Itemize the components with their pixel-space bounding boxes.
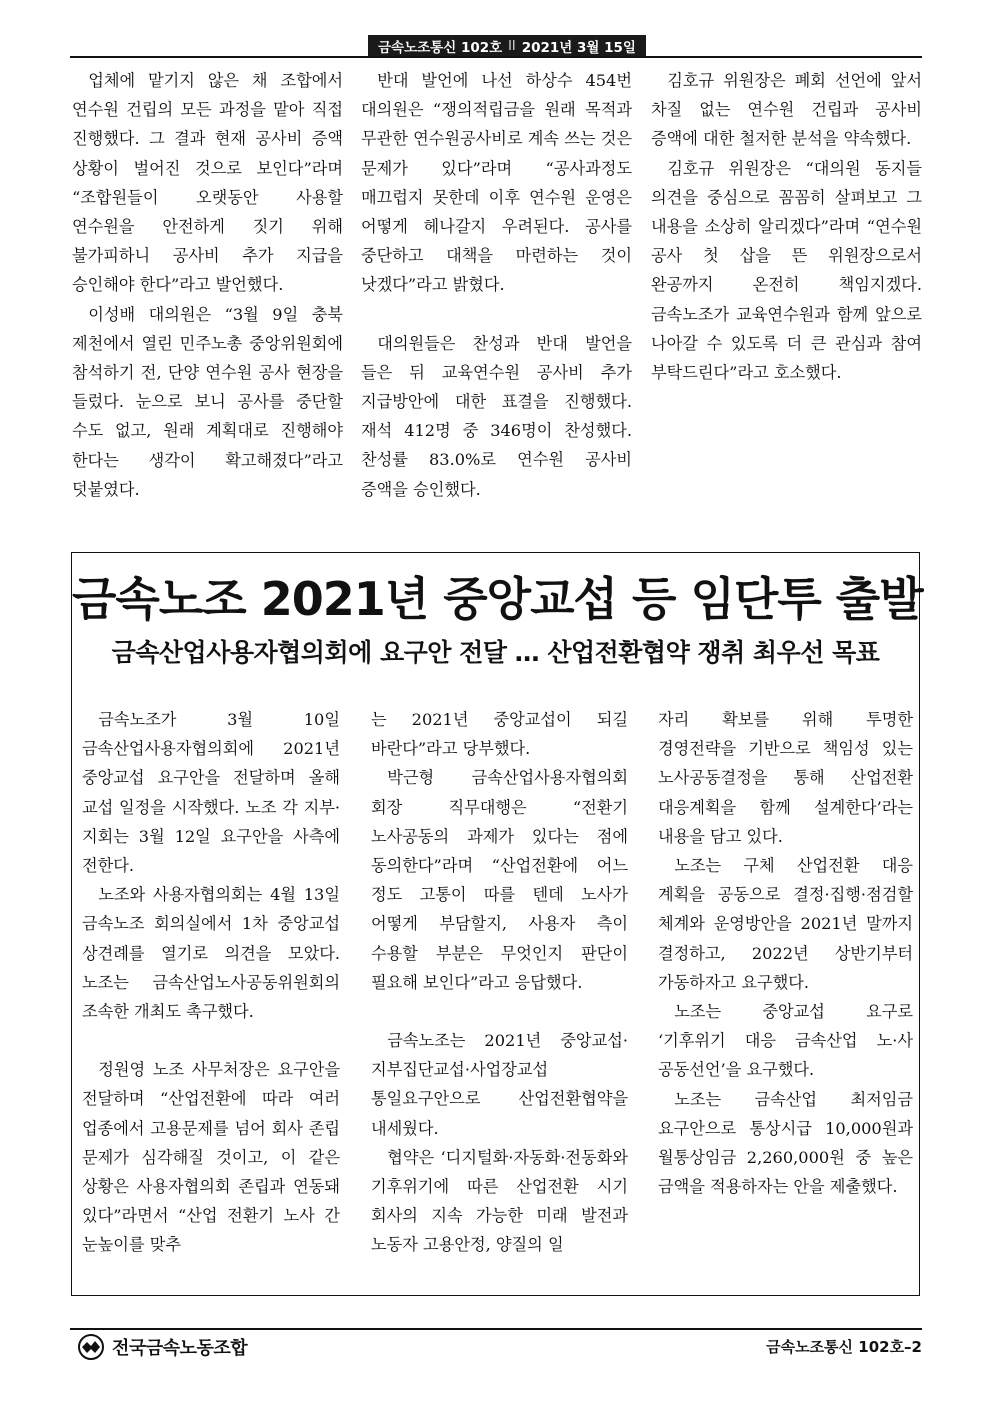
article-headline: 금속노조 2021년 중앙교섭 등 임단투 출발	[72, 572, 923, 626]
paragraph: 자리 확보를 위해 투명한 경영전략을 기반으로 책임성 있는 노사공동결정을 통해 산업전환 대응계획을 함께 설계한다’라는 내용을 담고 있다.	[658, 710, 913, 846]
article-subheadline: 금속산업사용자협의회에 요구안 전달 … 산업전환협약 쟁취 최우선 목표	[111, 638, 880, 667]
publication-name: 금속노조통신 102호	[378, 40, 503, 56]
header-rule	[70, 56, 922, 58]
masthead-tab	[368, 35, 646, 57]
paragraph: 반대 발언에 나선 하상수 454번 대의원은 “쟁의적립금을 원래 목적과 무관한 연수원공사비로 계속 쓰는 것은 문제가 있다”라며 “공사과정도 매끄럽지 못한데 이후 연수원 운영은 어떻게 헤나갈지 우려된다. 공사를 중단하고 대책을 마련하는 것이 낫겠다”라고 밝혔다.	[361, 71, 632, 295]
feature-column-1	[82, 705, 340, 1260]
paragraph: 대의원들은 찬성과 반대 발언을 들은 뒤 교육연수원 공사비 추가 지급방안에 대한 표결을 진행했다. 재석 412명 중 346명이 찬성했다. 찬성률 83.0%로 연수원 공사비 증액을 승인했다.	[361, 333, 632, 499]
top-article-column-1	[72, 66, 343, 504]
page-number: 금속노조통신 102호–2	[766, 1338, 922, 1356]
paragraph: 금속노조는 2021년 중앙교섭·지부집단교섭·사업장교섭 통일요구안으로 산업전환협약을 내세웠다.	[371, 1031, 628, 1138]
paragraph: 금속노조가 3월 10일 금속산업사용자협의회에 2021년 중앙교섭 요구안을 전달하며 올해 교섭 일정을 시작했다. 노조 각 지부·지회는 3월 12일 요구안을 사측에 전한다.	[82, 710, 340, 876]
paragraph: 정원영 노조 사무처장은 요구안을 전달하며 “산업전환에 따라 여러 업종에서 고용문제를 넘어 회사 존립 문제가 심각해질 것이고, 이 같은 상황은 사용자협의회 존립과 연동돼 있다”라면서 “산업 전환기 노사 간 눈높이를 맞추	[82, 1060, 340, 1255]
paragraph: 노조와 사용자협의회는 4월 13일 금속노조 회의실에서 1차 중앙교섭 상견례를 열기로 의견을 모았다. 노조는 금속산업노사공동위원회의 조속한 개최도 촉구했다.	[82, 885, 340, 1022]
masthead-separator: ll	[508, 38, 516, 54]
union-emblem-icon	[76, 1333, 106, 1361]
feature-column-3	[658, 705, 913, 1201]
top-article-column-2	[361, 66, 632, 504]
union-name: 전국금속노동조합	[112, 1338, 248, 1359]
paragraph: 협약은 ‘디지털화·자동화·전동화와 기후위기에 따른 산업전환 시기 회사의 지속 가능한 미래 발전과 노동자 고용안정, 양질의 일	[371, 1147, 628, 1255]
paragraph: 박근형 금속산업사용자협의회 회장 직무대행은 “전환기 노사공동의 과제가 있다는 점에 동의한다”라며 “산업전환에 어느 정도 고통이 따를 텐데 노사가 어떻게 부담할지, 사용자 측이 수용할 부분은 무엇인지 판단이 필요해 보인다”라고 응답했다.	[371, 768, 628, 992]
paragraph: 업체에 맡기지 않은 채 조합에서 연수원 건립의 모든 과정을 맡아 직접 진행했다. 그 결과 현재 공사비 증액 상황이 벌어진 것으로 보인다”라며 “조합원들이 오랫동안 사용할 연수원을 안전하게 짓기 위해 불가피하니 공사비 추가 지급을 승인해야 한다”라고 발언했다.	[72, 71, 343, 295]
union-logo	[76, 1333, 247, 1361]
paragraph: 는 2021년 중앙교섭이 되길 바란다”라고 당부했다.	[371, 710, 628, 759]
top-article-column-3	[651, 66, 922, 387]
paragraph: 김호규 위원장은 “대의원 동지들 의견을 중심으로 꼼꼼히 살펴보고 그 내용을 소상히 알리겠다”라며 “연수원 공사 첫 삽을 뜬 위원장으로서 완공까지 온전히 책임지겠다. 금속노조가 교육연수원과 함께 앞으로 나아갈 수 있도록 더 큰 관심과 참여 부탁드린다”라고 호소했다.	[651, 158, 922, 383]
paragraph: 이성배 대의원은 “3월 9일 충북 제천에서 열린 민주노총 중앙위원회에 참석하기 전, 단양 연수원 공사 현장을 들렀다. 눈으로 보니 공사를 중단할 수도 없고, 원래 계획대로 진행해야 한다는 생각이 확고해졌다”라고 덧붙였다.	[72, 304, 343, 499]
paragraph: 노조는 구체 산업전환 대응 계획을 공동으로 결정·집행·점검할 체계와 운영방안을 2021년 말까지 결정하고, 2022년 상반기부터 가동하자고 요구했다.	[658, 856, 913, 992]
paragraph: 김호규 위원장은 폐회 선언에 앞서 차질 없는 연수원 건립과 공사비 증액에 대한 철저한 분석을 약속했다.	[651, 71, 922, 149]
feature-article-box	[71, 552, 923, 1296]
footer-rule	[70, 1328, 922, 1330]
paragraph: 노조는 금속산업 최저임금 요구안으로 통상시급 10,000원과 월통상임금 2,260,000원 중 높은 금액을 적용하자는 안을 제출했다.	[658, 1089, 913, 1197]
feature-column-2	[371, 705, 628, 1260]
paragraph: 노조는 중앙교섭 요구로 ‘기후위기 대응 금속산업 노·사 공동선언’을 요구했다.	[658, 1002, 913, 1080]
issue-date: 2021년 3월 15일	[521, 40, 636, 56]
